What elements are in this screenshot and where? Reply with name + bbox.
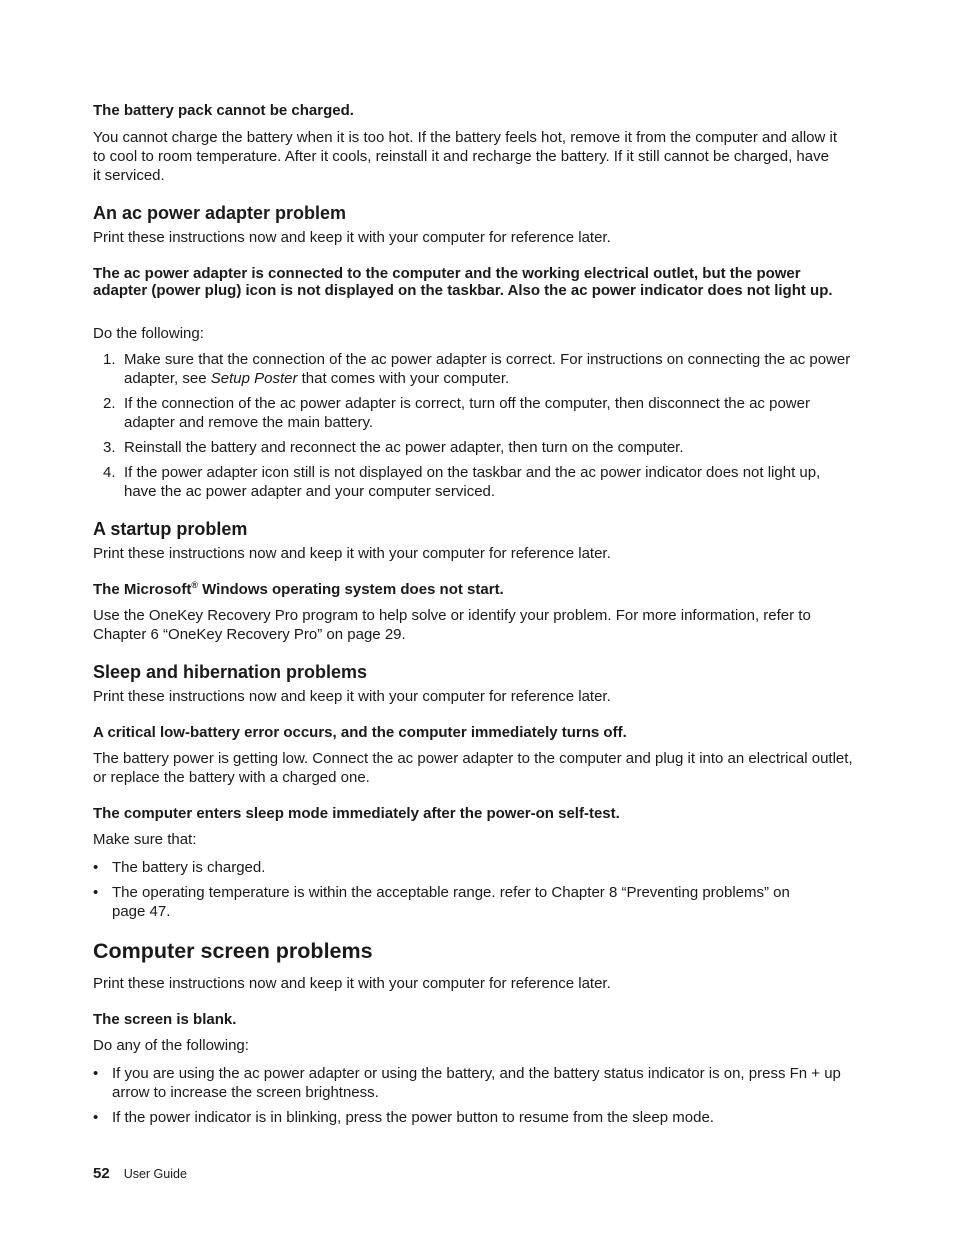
startup-question <box>93 581 853 598</box>
sleep-bullet-1 <box>93 858 853 877</box>
battery-question: The battery pack cannot be charged. <box>93 102 354 119</box>
bullet-marker: • <box>93 884 99 901</box>
bullet-marker: • <box>93 859 99 876</box>
step-text: Make sure that the connection of the ac power adapter is correct. For instructions on connecting the ac power adapter, see <box>124 351 851 387</box>
screen-question: The screen is blank. <box>93 1011 237 1028</box>
screen-bullet-1 <box>93 1064 847 1102</box>
screen-bullet-2 <box>93 1108 853 1127</box>
step-text: If the power adapter icon still is not displayed on the taskbar and the ac power indicator does not light up, have the ac power adapter and your computer serviced. <box>124 464 821 500</box>
bullet-text: The battery is charged. <box>112 859 266 876</box>
question-text-end: Windows operating system does not start. <box>197 581 504 598</box>
bullet-marker: • <box>93 1065 99 1082</box>
step-emphasis: Setup Poster <box>210 370 298 387</box>
sleep-question-2: The computer enters sleep mode immediately after the power-on self-test. <box>93 805 620 822</box>
sleep-lead-2: Make sure that: <box>93 831 197 848</box>
startup-answer: Use the OneKey Recovery Pro program to help solve or identify your problem. For more information, refer to Chapter 6 “OneKey Recovery Pro” on page 29. <box>93 607 811 643</box>
page-footer <box>93 1165 187 1183</box>
startup-intro: Print these instructions now and keep it with your computer for reference later. <box>93 545 611 562</box>
step-text: Reinstall the battery and reconnect the ac power adapter, then turn on the computer. <box>124 439 684 456</box>
ac-step-1 <box>93 350 853 388</box>
sleep-intro: Print these instructions now and keep it with your computer for reference later. <box>93 688 611 705</box>
ac-question: The ac power adapter is connected to the computer and the working electrical outlet, but the power adapter (power plug) icon is not displayed on the taskbar. Also the ac power indicator does not light up. <box>93 265 833 299</box>
step-number: 4. <box>103 464 116 481</box>
step-text: If the connection of the ac power adapter is correct, turn off the computer, then disconnect the ac power adapter and remove the main battery. <box>124 395 810 431</box>
screen-lead: Do any of the following: <box>93 1037 249 1054</box>
sleep-heading: Sleep and hibernation problems <box>93 662 368 682</box>
ac-step-4 <box>93 463 853 501</box>
screen-bullets-list <box>93 1064 853 1127</box>
battery-answer: You cannot charge the battery when it is too hot. If the battery feels hot, remove it from the computer and allow it to cool to room temperature. After it cools, reinstall it and recharge the battery. If it still cannot be charged, have it serviced. <box>93 129 838 184</box>
startup-heading: A startup problem <box>93 519 248 539</box>
sleep-question-1: A critical low-battery error occurs, and the computer immediately turns off. <box>93 724 627 741</box>
step-number: 3. <box>103 439 116 456</box>
step-number: 1. <box>103 351 116 368</box>
question-text: The Microsoft <box>93 581 192 598</box>
step-number: 2. <box>103 395 116 412</box>
registered-mark: ® <box>191 580 198 590</box>
ac-lead: Do the following: <box>93 325 204 342</box>
bullet-text: If the power indicator is in blinking, press the power button to resume from the sleep mode. <box>112 1109 714 1126</box>
screen-heading: Computer screen problems <box>93 939 373 963</box>
ac-heading: An ac power adapter problem <box>93 203 347 223</box>
ac-step-2 <box>93 394 853 432</box>
ac-step-3 <box>93 438 853 457</box>
page-number: 52 <box>93 1165 110 1182</box>
document-title: User Guide <box>123 1167 187 1181</box>
sleep-answer-1: The battery power is getting low. Connect the ac power adapter to the computer and plug it into an electrical outlet, or replace the battery with a charged one. <box>93 750 853 786</box>
bullet-text: If you are using the ac power adapter or using the battery, and the battery status indicator is on, press Fn + up arrow to increase the screen brightness. <box>112 1065 841 1101</box>
bullet-text: The operating temperature is within the acceptable range. refer to Chapter 8 “Preventing problems” on page 47. <box>112 884 790 920</box>
screen-intro: Print these instructions now and keep it with your computer for reference later. <box>93 975 611 992</box>
sleep-bullets-list <box>93 858 853 921</box>
step-text-end: that comes with your computer. <box>297 370 510 387</box>
bullet-marker: • <box>93 1109 99 1126</box>
sleep-bullet-2 <box>93 883 822 921</box>
ac-intro: Print these instructions now and keep it with your computer for reference later. <box>93 229 611 246</box>
ac-steps-list <box>93 350 853 501</box>
